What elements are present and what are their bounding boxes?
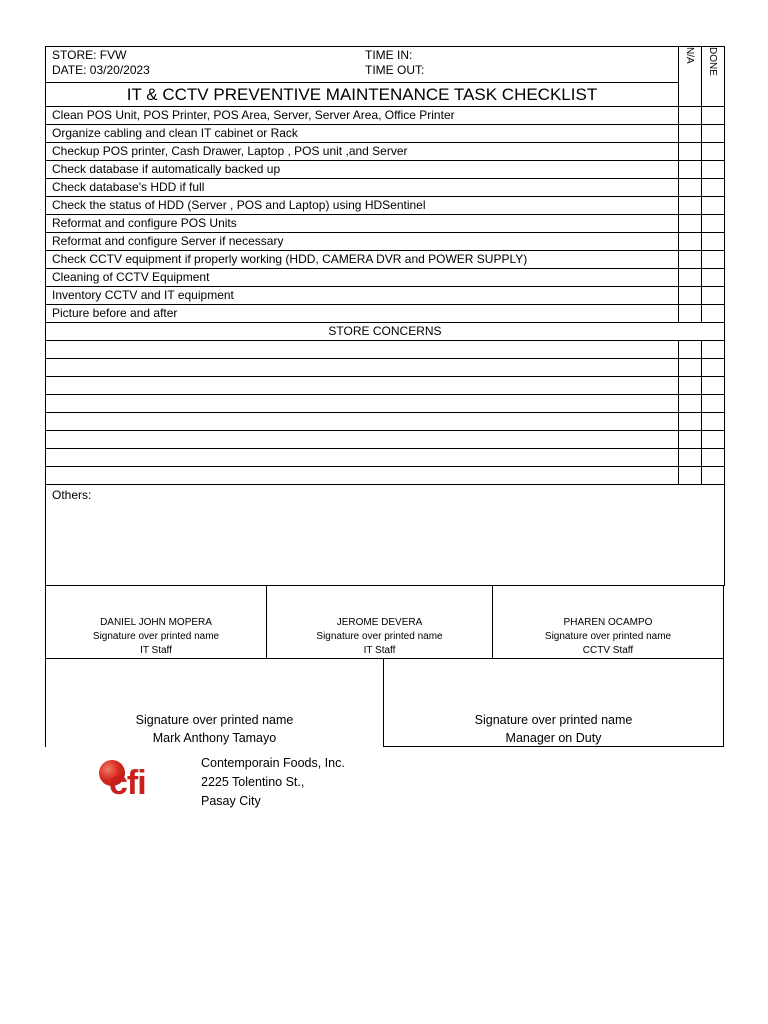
checklist-form bbox=[45, 46, 724, 747]
na-checkbox[interactable] bbox=[679, 251, 702, 269]
done-checkbox[interactable] bbox=[702, 467, 725, 485]
na-checkbox[interactable] bbox=[679, 305, 702, 323]
signature-caption: Signature over printed name bbox=[316, 631, 443, 642]
done-checkbox[interactable] bbox=[702, 341, 725, 359]
signature-block[interactable] bbox=[492, 586, 723, 658]
manager-name: Mark Anthony Tamayo bbox=[152, 731, 277, 745]
na-checkbox[interactable] bbox=[679, 143, 702, 161]
signature-block[interactable] bbox=[46, 586, 266, 658]
task-row: Cleaning of CCTV Equipment bbox=[46, 269, 679, 287]
task-row: Check database's HDD if full bbox=[46, 179, 679, 197]
signatory-name: DANIEL JOHN MOPERA bbox=[100, 617, 212, 628]
concern-input-row[interactable] bbox=[46, 341, 679, 359]
task-row: Clean POS Unit, POS Printer, POS Area, Server, Server Area, Office Printer bbox=[46, 107, 679, 125]
done-checkbox[interactable] bbox=[702, 251, 725, 269]
concern-input-row[interactable] bbox=[46, 449, 679, 467]
task-row: Check the status of HDD (Server , POS and Laptop) using HDSentinel bbox=[46, 197, 679, 215]
task-row: Inventory CCTV and IT equipment bbox=[46, 287, 679, 305]
na-checkbox[interactable] bbox=[679, 377, 702, 395]
concern-input-row[interactable] bbox=[46, 377, 679, 395]
done-checkbox[interactable] bbox=[702, 179, 725, 197]
concern-input-row[interactable] bbox=[46, 413, 679, 431]
task-row: Checkup POS printer, Cash Drawer, Laptop , POS unit ,and Server bbox=[46, 143, 679, 161]
done-checkbox[interactable] bbox=[702, 233, 725, 251]
na-checkbox[interactable] bbox=[679, 449, 702, 467]
na-checkbox[interactable] bbox=[679, 341, 702, 359]
na-column-header: N/A bbox=[684, 47, 695, 64]
done-checkbox[interactable] bbox=[702, 413, 725, 431]
manager-signature-row bbox=[45, 659, 724, 747]
signature-block[interactable] bbox=[266, 586, 492, 658]
done-checkbox[interactable] bbox=[702, 161, 725, 179]
na-checkbox[interactable] bbox=[679, 467, 702, 485]
done-checkbox[interactable] bbox=[702, 197, 725, 215]
others-label: Others: bbox=[52, 488, 92, 502]
concern-input-row[interactable] bbox=[46, 395, 679, 413]
done-column-header: DONE bbox=[707, 47, 718, 76]
manager-signature-block[interactable] bbox=[384, 659, 724, 747]
staff-signature-row bbox=[45, 586, 724, 659]
signature-caption: Signature over printed name bbox=[135, 713, 294, 727]
task-row: Reformat and configure POS Units bbox=[46, 215, 679, 233]
na-checkbox[interactable] bbox=[679, 395, 702, 413]
header-block bbox=[46, 47, 679, 83]
done-checkbox[interactable] bbox=[702, 431, 725, 449]
company-address bbox=[201, 754, 345, 811]
logo-text: cfi bbox=[109, 764, 146, 802]
signature-caption: Signature over printed name bbox=[544, 631, 672, 642]
done-checkbox[interactable] bbox=[702, 305, 725, 323]
done-checkbox[interactable] bbox=[702, 449, 725, 467]
manager-role: Manager on Duty bbox=[505, 731, 602, 745]
store-label: STORE: FVW bbox=[52, 48, 127, 62]
time-out-label: TIME OUT: bbox=[365, 63, 425, 77]
date-label: DATE: 03/20/2023 bbox=[52, 63, 150, 77]
task-row: Check CCTV equipment if properly working (HDD, CAMERA DVR and POWER SUPPLY) bbox=[46, 251, 679, 269]
signatory-role: IT Staff bbox=[140, 645, 172, 656]
form-title: IT & CCTV PREVENTIVE MAINTENANCE TASK CHECKLIST bbox=[46, 83, 679, 107]
na-checkbox[interactable] bbox=[679, 125, 702, 143]
store-concerns-heading: STORE CONCERNS bbox=[46, 323, 725, 341]
done-checkbox[interactable] bbox=[702, 143, 725, 161]
done-checkbox[interactable] bbox=[702, 107, 725, 125]
task-row: Picture before and after bbox=[46, 305, 679, 323]
na-checkbox[interactable] bbox=[679, 431, 702, 449]
done-checkbox[interactable] bbox=[702, 125, 725, 143]
done-checkbox[interactable] bbox=[702, 215, 725, 233]
company-name: Contemporain Foods, Inc. bbox=[201, 756, 345, 770]
na-checkbox[interactable] bbox=[679, 107, 702, 125]
company-footer bbox=[97, 754, 345, 811]
company-city: Pasay City bbox=[201, 794, 261, 808]
done-checkbox[interactable] bbox=[702, 269, 725, 287]
concern-input-row[interactable] bbox=[46, 359, 679, 377]
na-checkbox[interactable] bbox=[679, 287, 702, 305]
signatory-name: PHAREN OCAMPO bbox=[563, 617, 653, 628]
na-checkbox[interactable] bbox=[679, 161, 702, 179]
task-row: Reformat and configure Server if necessary bbox=[46, 233, 679, 251]
checklist-table bbox=[45, 46, 725, 586]
na-checkbox[interactable] bbox=[679, 413, 702, 431]
na-checkbox[interactable] bbox=[679, 179, 702, 197]
company-street: 2225 Tolentino St., bbox=[201, 775, 305, 789]
done-checkbox[interactable] bbox=[702, 395, 725, 413]
na-checkbox[interactable] bbox=[679, 215, 702, 233]
done-checkbox[interactable] bbox=[702, 377, 725, 395]
na-checkbox[interactable] bbox=[679, 359, 702, 377]
manager-signature-block[interactable] bbox=[45, 659, 384, 747]
done-checkbox[interactable] bbox=[702, 359, 725, 377]
task-row: Check database if automatically backed up bbox=[46, 161, 679, 179]
signatory-role: IT Staff bbox=[363, 645, 396, 656]
na-checkbox[interactable] bbox=[679, 233, 702, 251]
signatory-role: CCTV Staff bbox=[582, 645, 634, 656]
signature-caption: Signature over printed name bbox=[474, 713, 633, 727]
time-in-label: TIME IN: bbox=[365, 48, 413, 62]
na-checkbox[interactable] bbox=[679, 197, 702, 215]
concern-input-row[interactable] bbox=[46, 431, 679, 449]
signatory-name: JEROME DEVERA bbox=[336, 617, 423, 628]
na-checkbox[interactable] bbox=[679, 269, 702, 287]
task-row: Organize cabling and clean IT cabinet or Rack bbox=[46, 125, 679, 143]
others-field[interactable] bbox=[46, 485, 725, 586]
cfi-logo bbox=[97, 754, 181, 810]
concern-input-row[interactable] bbox=[46, 467, 679, 485]
signature-caption: Signature over printed name bbox=[92, 631, 220, 642]
done-checkbox[interactable] bbox=[702, 287, 725, 305]
